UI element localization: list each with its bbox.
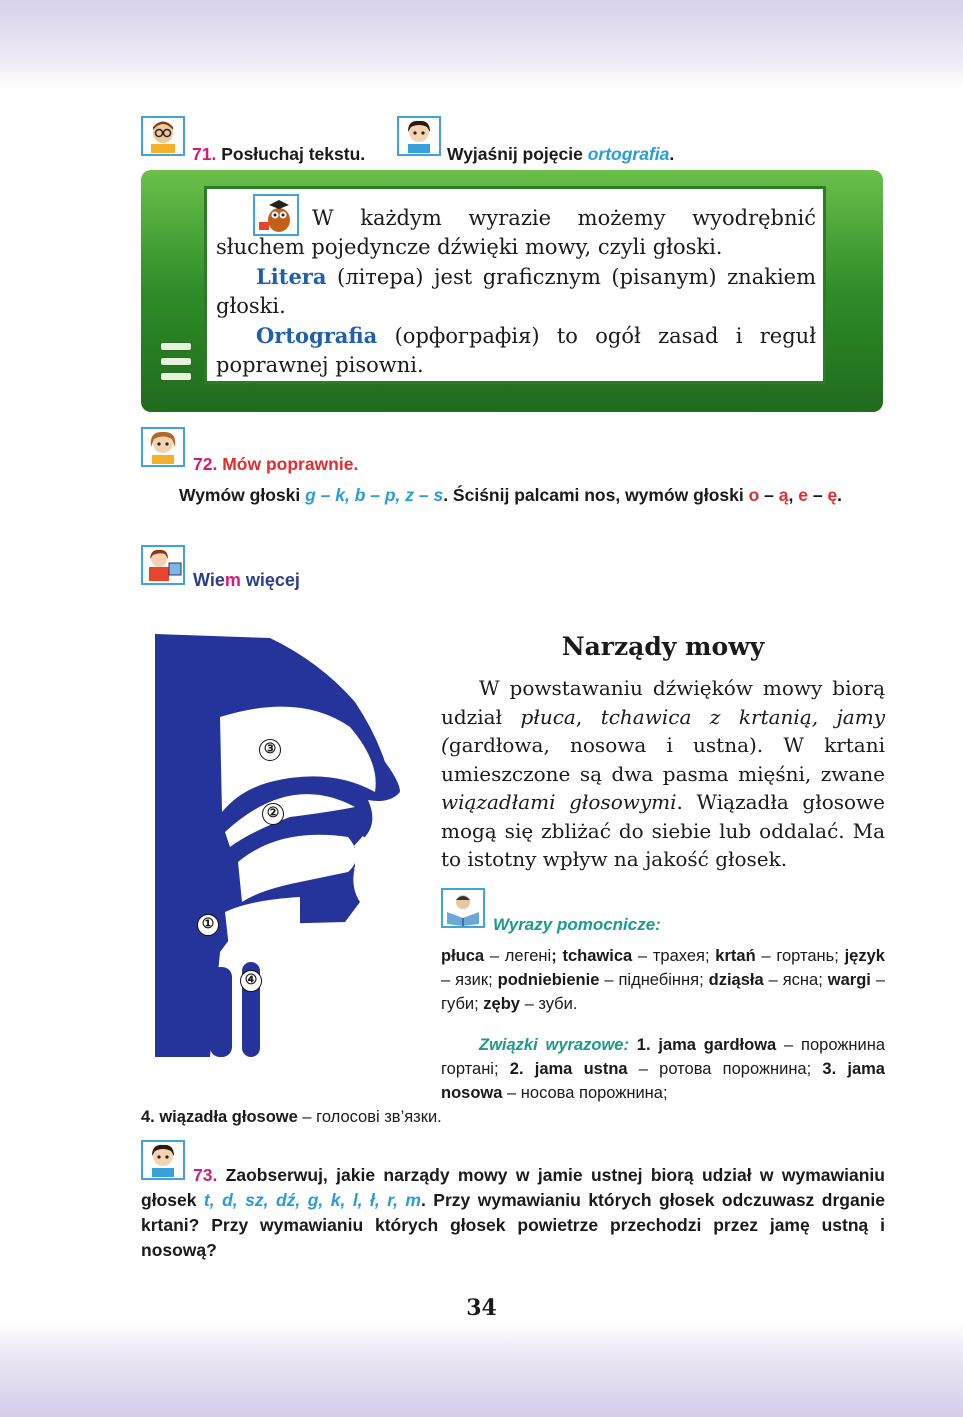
board-button xyxy=(160,342,192,351)
task73-t2: . Przy wymawianiu których głosek odczuwasz drganie krtani? Przy wymawianiu których głosek powietrze przechodzi przez jamę ustną i nosową? xyxy=(141,1190,885,1260)
vocab-end: ; xyxy=(818,971,828,989)
vocab-pl: podniebienie xyxy=(497,971,600,989)
task72-vowel-a-nasal: ą xyxy=(778,485,789,505)
vocab-ua: зуби xyxy=(538,995,573,1013)
vocab-item xyxy=(498,971,709,989)
task72-end: . xyxy=(837,485,843,505)
vocab-sep: – xyxy=(484,947,505,965)
board-term-ortografia: Ortografia xyxy=(256,323,378,348)
task72-vowel-o: o xyxy=(748,485,760,505)
vocab-item xyxy=(709,971,828,989)
wiem-part1: Wie xyxy=(193,570,225,590)
narzady-t3: gardłowa, nosowa i ustna). W krtani umieszczone są dwa pasma mięśni, zwane xyxy=(441,733,885,786)
task72-pairs: g – k, b – p, z – s xyxy=(305,485,444,505)
narzady-text xyxy=(441,674,885,874)
task71-instruction: Posłuchaj tekstu. xyxy=(221,144,366,164)
narzady-t1: W powstawaniu dźwięków mowy biorą udział xyxy=(441,676,885,729)
task72-number: 72. xyxy=(193,454,218,474)
vocab-ua: ясна xyxy=(782,971,819,989)
vocab-pl: wargi xyxy=(827,971,871,989)
narzady-i3: wiązadłami głosowymi xyxy=(441,790,677,814)
task73-t1: Zaobserwuj, jakie narządy mowy w jamie ustnej biorą udział w wymawianiu głosek xyxy=(141,1165,885,1210)
board-button xyxy=(160,357,192,366)
vocab-ua: трахея xyxy=(652,947,705,965)
board-definition-litera: (літера) jest graficznym (pisanym) znakiem głoski. xyxy=(216,265,816,318)
pharynx-space xyxy=(225,897,300,1057)
links-heading: Związki wyrazowe: xyxy=(479,1036,629,1054)
vocab-ua: гортань xyxy=(776,947,835,965)
task73-body xyxy=(141,1163,885,1263)
task71-dot: . xyxy=(669,144,675,164)
task72-lead: Wymów głoski xyxy=(179,485,306,505)
boy-glasses-book-icon xyxy=(141,116,185,156)
vocab-sep: – xyxy=(441,971,456,989)
word-links-last xyxy=(141,1105,442,1129)
board-definition-ortografia: (орфографія) to ogół zasad i reguł poprawnej pisowni. xyxy=(216,324,816,377)
wiem-part2: m xyxy=(224,570,241,590)
link-2: 2. jama ustna xyxy=(509,1060,628,1078)
task72-vowel-e: e xyxy=(798,485,808,505)
narzady-t4: . Wiązadła głosowe mogą się zbliżać do siebie lub oddalać. Ma to istotny wpływ na jakość głosek. xyxy=(441,790,885,871)
vocab-end: ; xyxy=(474,995,484,1013)
vocab-heading-wrap xyxy=(493,915,661,935)
task72-title: Mów poprawnie. xyxy=(222,454,359,474)
vocab-end: ; xyxy=(834,947,845,965)
vocab-sep: – xyxy=(755,947,777,965)
vocab-item xyxy=(562,947,715,965)
vocab-ua: язик xyxy=(455,971,489,989)
task71-number: 71. xyxy=(192,144,217,164)
vocab-pl: język xyxy=(844,947,885,965)
vocab-pl: płuca xyxy=(441,947,485,965)
vocab-item xyxy=(483,995,577,1013)
board-text xyxy=(216,204,816,380)
board-term-litera: Litera xyxy=(256,264,327,289)
narzady-i1: płuca xyxy=(520,704,576,729)
task72-heading xyxy=(193,454,358,475)
task71-line2 xyxy=(447,144,674,165)
vocab-pl: krtań xyxy=(715,947,756,965)
board-paragraph-1: W każdym wyrazie możemy wyodrębnić słuchem pojedyncze dźwięki mowy, czyli głoski. xyxy=(216,206,816,259)
wiem-wiecej-heading xyxy=(193,570,300,591)
task72-mid: . Ściśnij palcami nos, wymów głoski xyxy=(443,485,749,505)
link-1: 1. jama gardłowa xyxy=(636,1036,777,1054)
task73-number: 73. xyxy=(193,1165,218,1185)
vocab-end: . xyxy=(572,995,578,1013)
diagram-label-2: ② xyxy=(262,803,284,825)
vocab-sep: – xyxy=(632,947,653,965)
task71-line xyxy=(192,144,365,165)
girl-reading-icon xyxy=(397,116,441,156)
narzady-i2: tchawica z krtanią, jamy ( xyxy=(441,704,885,757)
vocab-end: ; xyxy=(551,947,563,965)
task72-dash: – xyxy=(807,485,828,505)
link-2-translation: – ротова порожнина; xyxy=(627,1060,823,1078)
board-paragraph-2 xyxy=(216,262,816,321)
vocab-sep: – xyxy=(599,971,619,989)
vocab-end: ; xyxy=(488,971,498,989)
diagram-label-4: ④ xyxy=(240,970,262,992)
vocab-item xyxy=(715,947,844,965)
link-3: 3. jama nosowa xyxy=(441,1060,885,1102)
vocab-item xyxy=(441,947,562,965)
vocab-pl: tchawica xyxy=(562,947,633,965)
word-links xyxy=(441,1033,885,1105)
vocab-sep: – xyxy=(763,971,783,989)
vocab-heading: Wyrazy pomocnicze: xyxy=(493,915,661,934)
task72-vowel-e-nasal: ę xyxy=(827,485,838,505)
board-paragraph-3 xyxy=(216,321,816,380)
section-title: Narządy mowy xyxy=(561,632,765,661)
board-button xyxy=(160,372,192,381)
vocab-pl: zęby xyxy=(483,995,520,1013)
vocab-sep: – xyxy=(519,995,539,1013)
girl-reading-icon xyxy=(141,427,185,467)
narzady-paragraph xyxy=(441,674,885,874)
diagram-label-1: ① xyxy=(197,914,219,936)
task72-body xyxy=(141,483,887,508)
link-4-translation: – голосові зв’язки. xyxy=(297,1108,442,1126)
vocab-pl: dziąsła xyxy=(708,971,764,989)
task71-term: ortografia xyxy=(587,144,670,164)
task71-instruction2: Wyjaśnij pojęcie xyxy=(447,144,583,164)
vocab-ua: легені xyxy=(504,947,552,965)
page-number: 34 xyxy=(466,1295,497,1321)
wiem-part3: więcej xyxy=(240,570,300,590)
task72-comma: , xyxy=(788,485,794,505)
diagram-label-3: ③ xyxy=(259,739,281,761)
speech-organs-diagram xyxy=(150,632,415,1057)
task73-letters: t, d, sz, dź, g, k, l, ł, r, m xyxy=(203,1190,421,1210)
task72-dash: – xyxy=(759,485,779,505)
top-decor-band xyxy=(0,0,963,88)
vocab-end: ; xyxy=(699,971,709,989)
book-reader-icon xyxy=(441,888,485,928)
vocab-list xyxy=(441,944,885,1016)
narzady-t2: , xyxy=(575,704,601,729)
link-1-translation: – порожнина гортані; xyxy=(441,1036,885,1078)
girl-computer-icon xyxy=(141,545,185,585)
link-3-translation: – носова порожнина; xyxy=(502,1084,668,1102)
trachea xyxy=(210,967,232,1057)
vocab-ua: піднебіння xyxy=(618,971,700,989)
vocab-end: ; xyxy=(704,947,716,965)
link-4: 4. wiązadła głosowe xyxy=(141,1108,298,1126)
vocab-sep: – xyxy=(870,971,886,989)
bottom-decor-band xyxy=(0,1322,963,1417)
vocab-ua: губи xyxy=(441,995,475,1013)
